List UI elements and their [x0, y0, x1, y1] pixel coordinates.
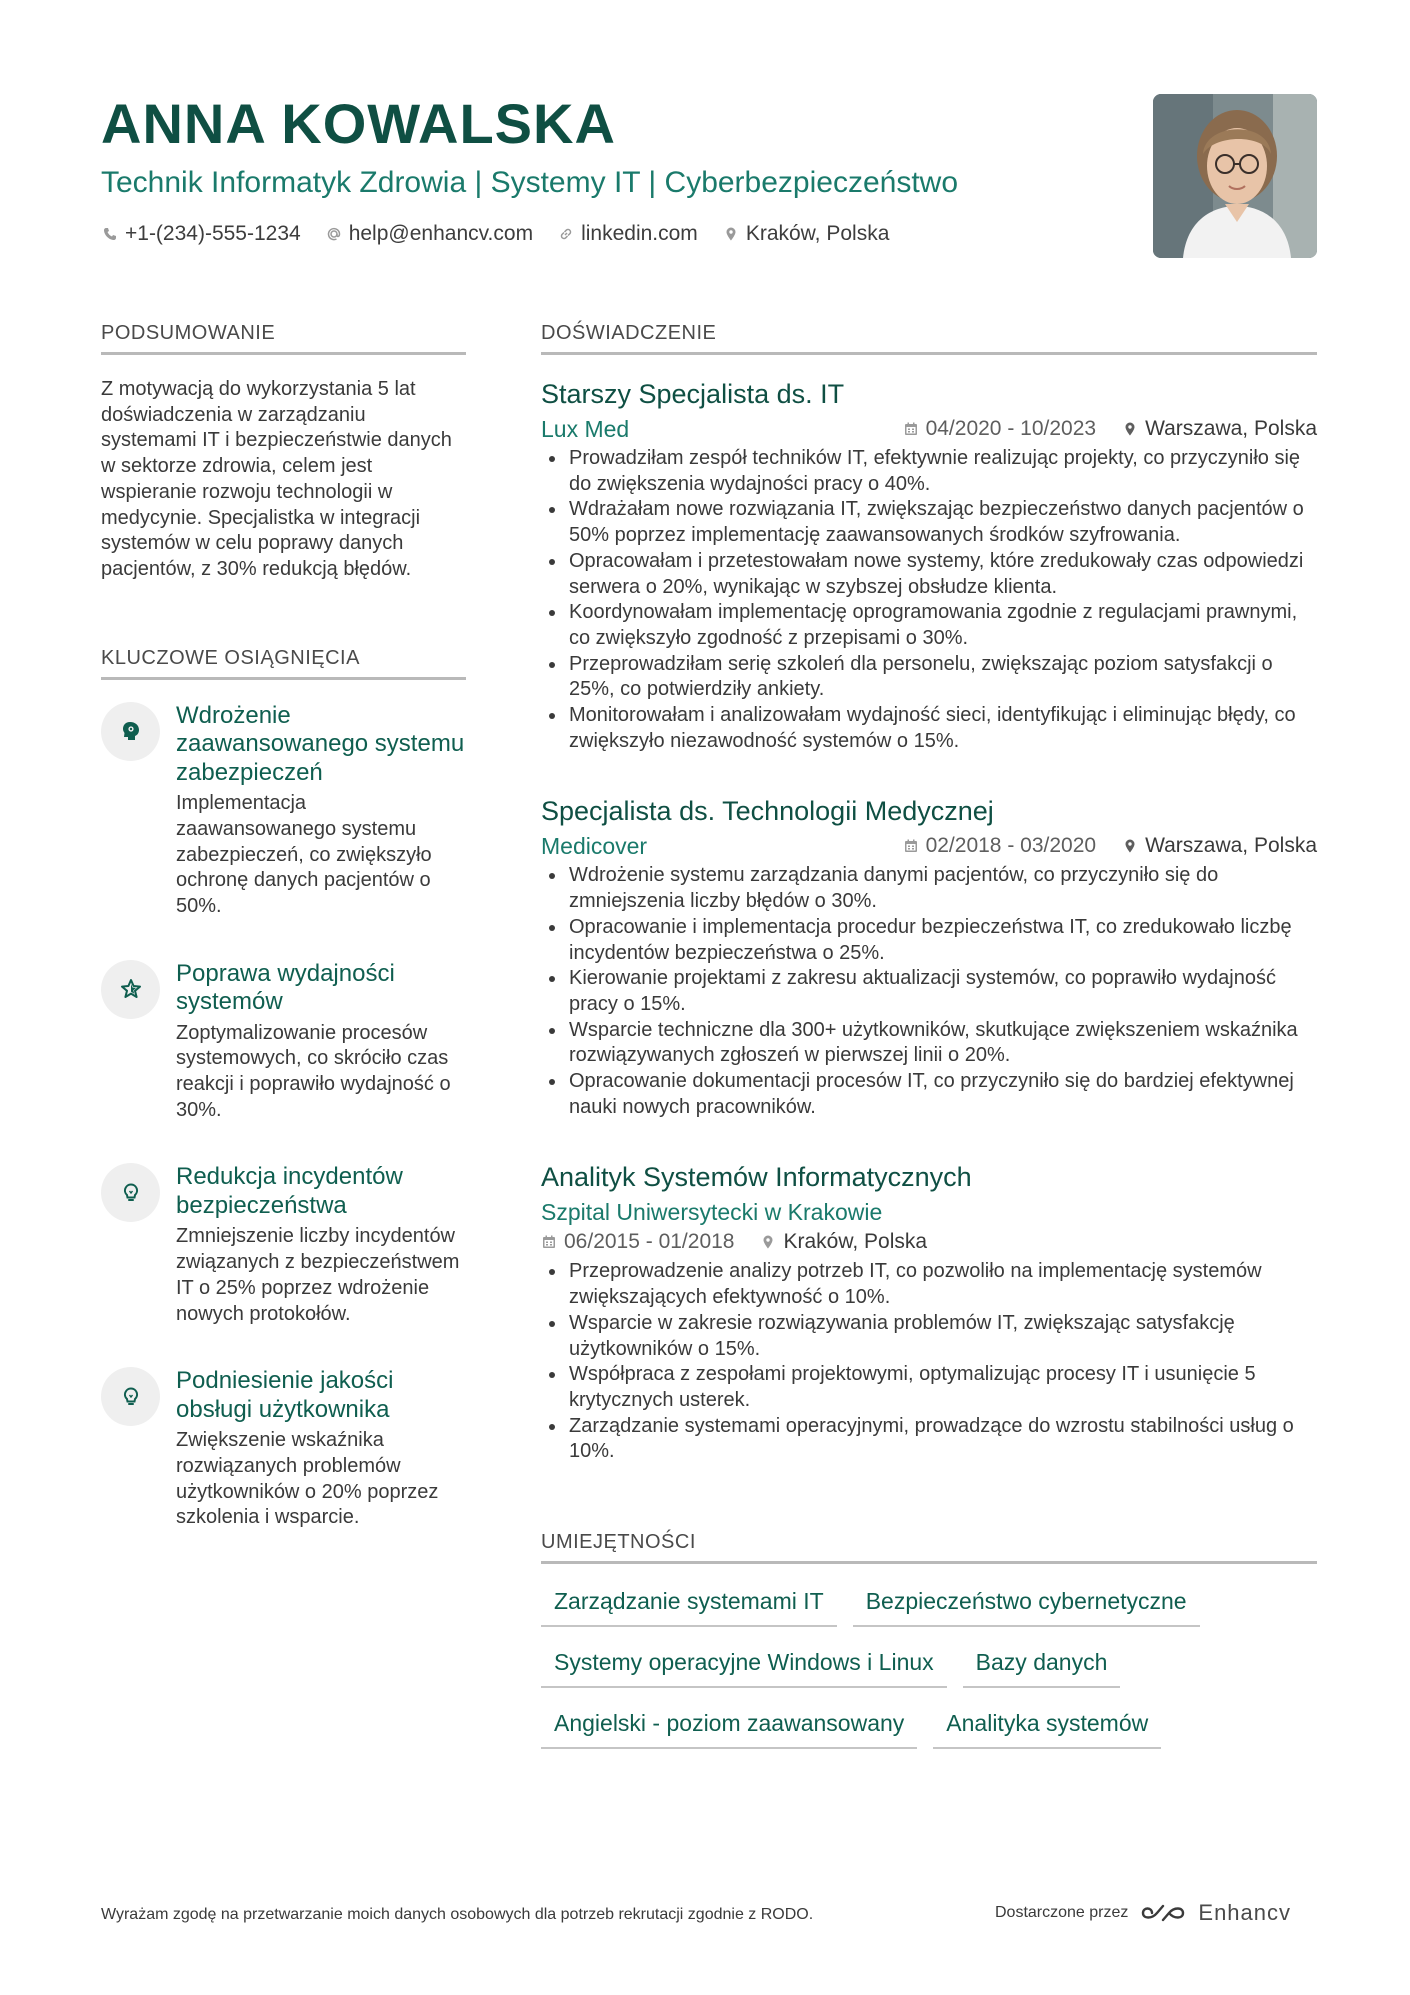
link-icon: [557, 225, 575, 243]
achievement-body: [176, 1367, 466, 1531]
job-dates-text: 06/2015 - 01/2018: [564, 1230, 735, 1254]
skill-tag: Systemy operacyjne Windows i Linux: [541, 1647, 947, 1688]
lightbulb-icon: [101, 1163, 160, 1222]
skills-heading: UMIEJĘTNOŚCI: [541, 1529, 1317, 1564]
job-bullet: Kierowanie projektami z zakresu aktualizacji systemów, co poprawiło wydajność pracy o 15%.: [541, 966, 1317, 1017]
achievement-description: Zoptymalizowanie procesów systemowych, co skróciło czas reakcji i poprawiło wydajność o 30%.: [176, 1021, 451, 1121]
job-bullets: [541, 863, 1317, 1120]
head-gear-icon: [101, 702, 160, 761]
job-meta: [903, 414, 1317, 444]
job-dates: [903, 414, 1096, 444]
job-bullet: Prowadziłam zespół techników IT, efektywnie realizując projekty, co przyczyniło się do zwiększenia wydajności pracy o 40%.: [541, 446, 1317, 497]
job-bullet: Współpraca z zespołami projektowymi, optymalizując procesy IT i usunięcie 5 krytycznych usterek.: [541, 1362, 1317, 1413]
contact-location: [722, 220, 890, 248]
job-location: [1122, 414, 1317, 444]
job-bullet: Wsparcie w zakresie rozwiązywania problemów IT, zwiększając satysfakcję użytkowników o 15%.: [541, 1311, 1317, 1362]
achievement-item: [101, 1163, 466, 1327]
job-location: [1122, 831, 1317, 861]
job-dates-text: 04/2020 - 10/2023: [925, 417, 1097, 440]
job-bullets: [541, 446, 1317, 754]
job-bullet: Opracowanie dokumentacji procesów IT, co przyczyniło się do bardziej efektywnej nauki nowych pracowników.: [541, 1069, 1317, 1120]
achievement-title: Redukcja incydentów bezpieczeństwa: [176, 1163, 403, 1219]
job-meta: [903, 831, 1317, 861]
job-bullet: Monitorowałam i analizowałam wydajność sieci, identyfikując i eliminując błędy, co zwiększyło niezawodność systemów o 15%.: [541, 703, 1317, 754]
enhancv-logo-icon: [1140, 1902, 1186, 1924]
company-name: Medicover: [541, 833, 648, 860]
job-location-text: Warszawa, Polska: [1145, 417, 1317, 440]
skills-list: [541, 1586, 1317, 1769]
job-bullet: Opracowanie i implementacja procedur bezpieczeństwa IT, co zredukowało liczbę incydentów bezpieczeństwa o 25%.: [541, 915, 1317, 966]
achievement-body: [176, 1163, 466, 1327]
job-bullet: Wsparcie techniczne dla 300+ użytkowników, skutkujące zwiększeniem wskaźnika rozwiązywanych zgłoszeń w pierwszej linii o 20%.: [541, 1018, 1317, 1069]
job-bullet: Opracowałam i przetestowałam nowe systemy, które zredukowały czas odpowiedzi serwera o 20%, wynikając w szybszej obsłudze klienta.: [541, 549, 1317, 600]
job-meta-row: [541, 831, 1317, 861]
experience-heading: DOŚWIADCZENIE: [541, 320, 1317, 355]
job-bullet: Koordynowałam implementację oprogramowania zgodnie z regulacjami prawnymi, co zwiększyło zgodność z przepisami o 30%.: [541, 600, 1317, 651]
achievement-body: [176, 702, 466, 920]
job-location: [760, 1227, 927, 1257]
location-text: Kraków, Polska: [745, 222, 890, 245]
achievements-heading: KLUCZOWE OSIĄGNIĘCIA: [101, 645, 466, 680]
job-bullet: Wdrażałam nowe rozwiązania IT, zwiększając bezpieczeństwo danych pacjentów o 50% poprzez implementację zaawansowanych środków szyfrowania.: [541, 497, 1317, 548]
skill-tag: Bezpieczeństwo cybernetyczne: [853, 1586, 1200, 1627]
job-entry: [541, 794, 1317, 1120]
star-icon: [101, 960, 160, 1019]
phone-number: +1-(234)-555-1234: [125, 222, 301, 245]
contact-phone: [101, 220, 301, 248]
achievement-title: Podniesienie jakości obsługi użytkownika: [176, 1367, 394, 1423]
phone-icon: [101, 225, 119, 243]
achievement-description: Implementacja zaawansowanego systemu zabezpieczeń, co zwiększyło ochronę danych pacjentów o 50%.: [176, 792, 432, 917]
skill-tag: Analityka systemów: [933, 1708, 1161, 1749]
job-location-text: Kraków, Polska: [783, 1230, 928, 1254]
location-pin-icon: [1122, 838, 1138, 854]
achievement-body: [176, 960, 466, 1124]
job-bullet: Zarządzanie systemami operacyjnymi, prowadzące do wzrostu stabilności usług o 10%.: [541, 1414, 1317, 1465]
job-dates: [541, 1227, 734, 1257]
achievement-description: Zmniejszenie liczby incydentów związanych z bezpieczeństwem IT o 25% poprzez wdrożenie nowych protokołów.: [176, 1225, 460, 1325]
job-dates: [903, 831, 1096, 861]
achievement-description: Zwiększenie wskaźnika rozwiązanych problemów użytkowników o 20% poprzez szkolenia i wsparcie.: [176, 1429, 439, 1529]
linkedin-link[interactable]: linkedin.com: [581, 222, 698, 245]
job-title: Starszy Specjalista ds. IT: [541, 379, 845, 409]
job-meta-row: [541, 414, 1317, 444]
calendar-icon: [903, 838, 919, 854]
achievement-item: [101, 960, 466, 1124]
contact-email[interactable]: [325, 220, 533, 248]
profile-photo: [1153, 94, 1317, 258]
company-name: Lux Med: [541, 416, 630, 442]
summary-text: Z motywacją do wykorzystania 5 lat doświadczenia w zarządzaniu systemami IT i bezpieczeństwie danych w sektorze zdrowia, celem jest wspieranie rozwoju technologii w medycynie. Specjalistka w integracji systemów w celu poprawy danych pacjentów, z 30% redukcją błędów.: [101, 378, 452, 580]
email-address[interactable]: help@enhancv.com: [348, 222, 534, 245]
location-pin-icon: [760, 1234, 776, 1250]
left-column: [101, 320, 466, 1531]
calendar-icon: [903, 421, 919, 437]
summary-heading: PODSUMOWANIE: [101, 320, 466, 355]
achievement-item: [101, 702, 466, 920]
consent-note: Wyrażam zgodę na przetwarzanie moich danych osobowych dla potrzeb rekrutacji zgodnie z RODO.: [101, 1906, 814, 1923]
candidate-headline: Technik Informatyk Zdrowia | Systemy IT | Cyberbezpieczeństwo: [101, 166, 959, 199]
enhancv-brand: Enhancv: [1198, 1900, 1292, 1925]
achievement-title: Wdrożenie zaawansowanego systemu zabezpieczeń: [176, 701, 465, 786]
job-bullets: [541, 1259, 1317, 1465]
location-pin-icon: [1122, 421, 1138, 437]
contact-bar: [101, 220, 1161, 248]
job-dates-text: 02/2018 - 03/2020: [925, 834, 1097, 858]
lightbulb-icon: [101, 1367, 160, 1426]
job-location-text: Warszawa, Polska: [1145, 834, 1317, 858]
powered-by[interactable]: [995, 1900, 1291, 1926]
job-entry: [541, 377, 1317, 754]
job-bullet: Przeprowadziłam serię szkoleń dla personelu, zwiększając poziom satysfakcji o 25%, co potwierdziły ankiety.: [541, 652, 1317, 703]
candidate-name: ANNA KOWALSKA: [101, 92, 616, 155]
job-bullet: Przeprowadzenie analizy potrzeb IT, co pozwoliło na implementację systemów zwiększających efektywność o 10%.: [541, 1259, 1317, 1310]
job-meta: [541, 1227, 1317, 1257]
skill-tag: Zarządzanie systemami IT: [541, 1586, 837, 1627]
job-entry: [541, 1160, 1317, 1465]
achievement-title: Poprawa wydajności systemów: [176, 959, 395, 1016]
achievement-item: [101, 1367, 466, 1531]
location-pin-icon: [722, 225, 740, 243]
company-name: Szpital Uniwersytecki w Krakowie: [541, 1199, 883, 1226]
powered-by-label: Dostarczone przez: [995, 1904, 1129, 1921]
job-title: Analityk Systemów Informatycznych: [541, 1162, 972, 1193]
contact-linkedin[interactable]: [557, 220, 698, 248]
resume-header: [101, 92, 1161, 248]
right-column: [541, 320, 1317, 1769]
calendar-icon: [541, 1234, 557, 1250]
at-icon: [325, 225, 343, 243]
job-bullet: Wdrożenie systemu zarządzania danymi pacjentów, co przyczyniło się do zmniejszenia liczby błędów o 30%.: [541, 863, 1317, 914]
skill-tag: Angielski - poziom zaawansowany: [541, 1708, 917, 1749]
job-title: Specjalista ds. Technologii Medycznej: [541, 796, 994, 827]
skill-tag: Bazy danych: [963, 1647, 1121, 1688]
